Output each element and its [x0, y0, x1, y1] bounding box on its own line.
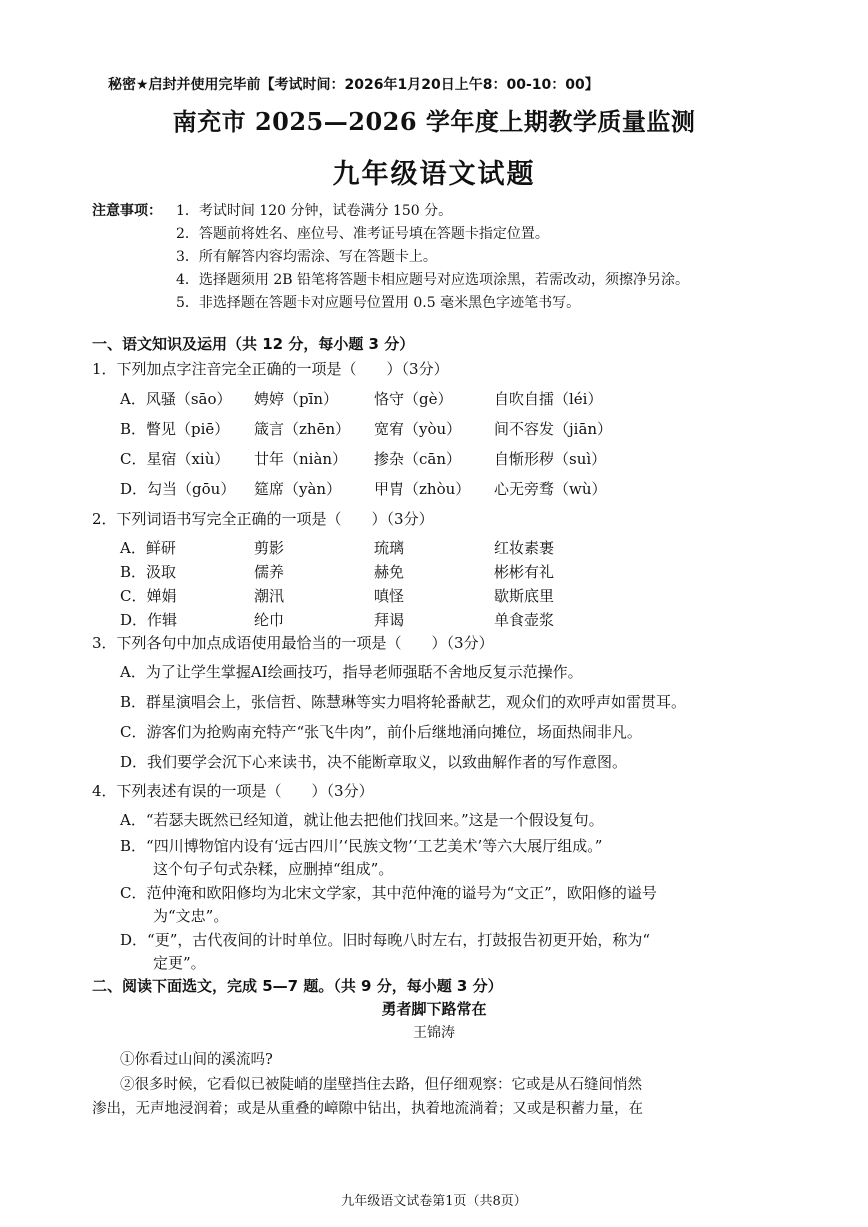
article-author: 王锦涛: [413, 1025, 455, 1041]
option-cell: 箴言（zhēn）: [254, 420, 351, 438]
option-cell: 廿年（niàn）: [254, 450, 348, 468]
option-cell: 赫免: [374, 563, 405, 581]
option-cell: 自惭形秽（suì）: [494, 450, 607, 468]
option-cell: A．风骚（sāo）: [120, 390, 232, 408]
option-cell: 娉婷（pīn）: [254, 390, 339, 408]
option-line: C．游客们为抢购南充特产“张飞牛肉”，前仆后继地涌向摊位，场面热闹非凡。: [120, 723, 642, 741]
option-line: 这个句子句式杂糅，应删掉“组成”。: [153, 860, 394, 878]
option-line: B．群星演唱会上，张信哲、陈慧琳等实力唱将轮番献艺，观众们的欢呼声如雷贯耳。: [120, 693, 687, 711]
question-stem: 2．下列词语书写完全正确的一项是（ ）（3分）: [92, 510, 434, 528]
option-cell: 拜谒: [374, 611, 405, 629]
confidential-notice: 秘密★启封并使用完毕前【考试时间：2026年1月20日上午8：00-10：00】: [108, 77, 599, 93]
question-stem: 3．下列各句中加点成语使用最恰当的一项是（ ）（3分）: [92, 634, 494, 652]
article-paragraph: ②很多时候，它看似已被陡峭的崖壁挡住去路，但仔细观察：它或是从石缝间悄然: [120, 1077, 642, 1093]
option-cell: 心无旁骛（wù）: [494, 480, 607, 498]
option-cell: 琉璃: [374, 539, 405, 557]
option-cell: B．瞥见（piē）: [120, 420, 230, 438]
option-cell: 宽宥（yòu）: [374, 420, 462, 438]
option-cell: 恪守（gè）: [374, 390, 453, 408]
instruction-item: 5．非选择题在答题卡对应题号位置用 0.5 毫米黑色字迹笔书写。: [176, 295, 581, 311]
option-cell: 甲胄（zhòu）: [374, 480, 471, 498]
exam-subtitle: 九年级语文试题: [332, 159, 536, 190]
option-cell: C．星宿（xiù）: [120, 450, 230, 468]
option-line: 定更”。: [153, 954, 206, 972]
question-stem: 4．下列表述有误的一项是（ ）（3分）: [92, 782, 374, 800]
option-cell: 自吹自擂（léi）: [494, 390, 603, 408]
option-cell: D．勾当（gōu）: [120, 480, 236, 498]
option-cell: 筵席（yàn）: [254, 480, 342, 498]
option-cell: 儒养: [254, 563, 285, 581]
question-stem: 1．下列加点字注音完全正确的一项是（ ）（3分）: [92, 360, 449, 378]
option-line: C．范仲淹和欧阳修均为北宋文学家，其中范仲淹的谥号为“文正”，欧阳修的谥号: [120, 884, 657, 902]
option-cell: 潮汛: [254, 587, 285, 605]
exam-title: 南充市 2025—2026 学年度上期教学质量监测: [172, 107, 696, 136]
section-heading: 二、阅读下面选文，完成 5—7 题。（共 9 分，每小题 3 分）: [92, 977, 503, 995]
section-heading: 一、语文知识及运用（共 12 分，每小题 3 分）: [92, 335, 415, 353]
option-cell: 间不容发（jiān）: [494, 420, 613, 438]
instructions-label: 注意事项：: [92, 203, 162, 219]
option-line: A．为了让学生掌握AI绘画技巧，指导老师强聒不舍地反复示范操作。: [120, 663, 583, 681]
option-cell: 剪影: [254, 539, 285, 557]
article-paragraph: ①你看过山间的溪流吗?: [120, 1052, 273, 1068]
option-cell: 单食壶浆: [494, 611, 555, 629]
article-paragraph: 渗出，无声地浸润着；或是从重叠的嶂隙中钻出，执着地流淌着；又或是积蓄力量，在: [92, 1101, 643, 1117]
article-title: 勇者脚下路常在: [381, 1000, 487, 1018]
instruction-item: 3．所有解答内容均需涂、写在答题卡上。: [176, 249, 437, 265]
option-line: D．“更”，古代夜间的计时单位。旧时每晚八时左右，打鼓报告初更开始，称为“: [120, 931, 651, 949]
page-footer: 九年级语文试卷第1页（共8页）: [341, 1194, 527, 1209]
option-cell: 彬彬有礼: [494, 563, 555, 581]
option-cell: A．鲜研: [120, 539, 176, 557]
option-cell: 掺杂（cān）: [374, 450, 462, 468]
option-cell: 嗔怪: [374, 587, 405, 605]
option-cell: C．婵娟: [120, 587, 177, 605]
instruction-item: 4．选择题须用 2B 铅笔将答题卡相应题号对应选项涂黑，若需改动，须擦净另涂。: [176, 272, 690, 288]
option-cell: D．作辑: [120, 611, 178, 629]
option-cell: 歇斯底里: [494, 587, 555, 605]
option-line: D．我们要学会沉下心来读书，决不能断章取义，以致曲解作者的写作意图。: [120, 753, 628, 771]
instruction-item: 1．考试时间 120 分钟，试卷满分 150 分。: [176, 203, 453, 219]
option-cell: B．汲取: [120, 563, 177, 581]
instruction-item: 2．答题前将姓名、座位号、准考证号填在答题卡指定位置。: [176, 226, 549, 242]
option-line: 为“文忠”。: [153, 907, 229, 925]
option-line: A．“若瑟夫既然已经知道，就让他去把他们找回来。”这是一个假设复句。: [120, 811, 604, 829]
option-cell: 纶巾: [254, 611, 285, 629]
option-cell: 红妆素裹: [494, 539, 555, 557]
option-line: B．“四川博物馆内设有‘远古四川’‘民族文物’‘工艺美术’等六大展厅组成。”: [120, 837, 603, 855]
